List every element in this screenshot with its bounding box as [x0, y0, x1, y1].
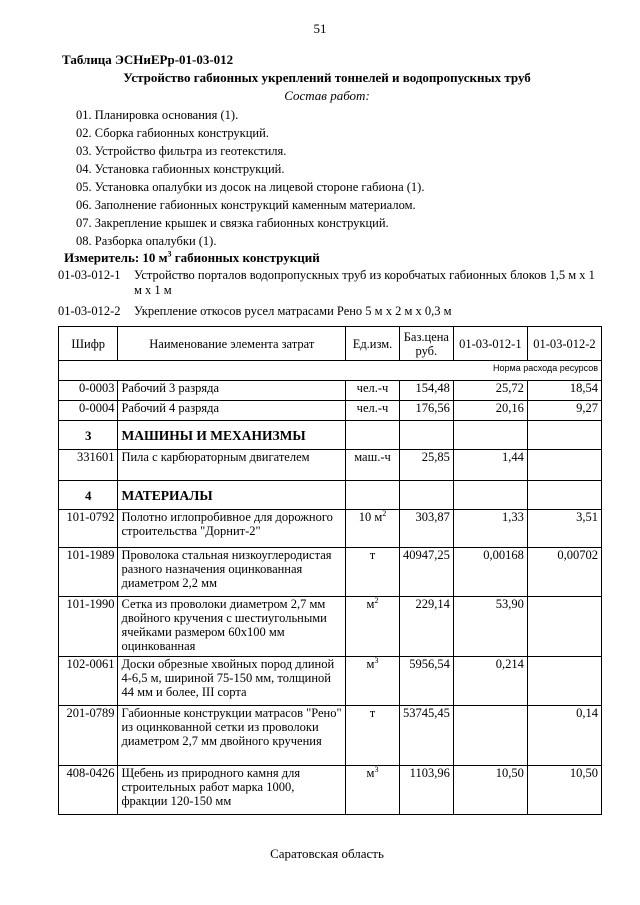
- row-value-1: 10,50: [453, 766, 527, 815]
- code-desc: Укрепление откосов русел матрасами Рено 5 м x 2 м x 0,3 м: [134, 304, 452, 318]
- header-col2: 01-03-012-2: [527, 327, 601, 361]
- table-subtitle: Устройство габионных укреплений тоннелей и водопропускных труб: [123, 70, 531, 85]
- row-code: 331601: [59, 450, 118, 481]
- works-heading: Состав работ:: [284, 88, 370, 103]
- row-value-1: 1,33: [453, 510, 527, 548]
- row-code: 408-0426: [59, 766, 118, 815]
- section-blank-cell: [399, 481, 453, 510]
- section-number: 3: [59, 421, 118, 450]
- row-value-1: [453, 706, 527, 766]
- table-row: [59, 597, 602, 657]
- table-row: [59, 510, 602, 548]
- code-row: [58, 268, 598, 298]
- row-code: 101-1989: [59, 548, 118, 597]
- row-value-1: 25,72: [453, 381, 527, 401]
- row-price: 40947,25: [399, 548, 453, 597]
- section-title: МАТЕРИАЛЫ: [118, 481, 346, 510]
- work-item: 01. Планировка основания (1).: [76, 108, 239, 122]
- section-blank-cell: [527, 421, 601, 450]
- row-price: 154,48: [399, 381, 453, 401]
- code-desc: Устройство порталов водопропускных труб из коробчатых габионных блоков 1,5 м x 1 м x 1 м: [134, 268, 595, 297]
- row-name: Сетка из проволоки диаметром 2,7 мм двойного кручения с шестиугольными ячейками размером 60x100 мм оцинкованная: [118, 597, 346, 657]
- row-value-2: [527, 450, 601, 481]
- unit-superscript: 3: [374, 655, 379, 665]
- work-item: 08. Разборка опалубки (1).: [76, 234, 217, 248]
- row-name: Рабочий 4 разряда: [118, 401, 346, 421]
- measure-unit: [64, 250, 320, 266]
- row-name: Щебень из природного камня для строительных работ марка 1000, фракции 120-150 мм: [118, 766, 346, 815]
- resource-table: [58, 326, 602, 815]
- work-item: 06. Заполнение габионных конструкций каменным материалом.: [76, 198, 416, 212]
- row-value-2: 3,51: [527, 510, 601, 548]
- row-code: 0-0004: [59, 401, 118, 421]
- row-price: 1103,96: [399, 766, 453, 815]
- row-code: 101-1990: [59, 597, 118, 657]
- section-row: [59, 421, 602, 450]
- row-value-1: 1,44: [453, 450, 527, 481]
- code-list: [58, 268, 598, 319]
- measure-sup: 3: [167, 249, 172, 259]
- norm-row: [59, 361, 602, 381]
- work-item: 05. Установка опалубки из досок на лицевой стороне габиона (1).: [76, 180, 425, 194]
- row-unit: $м^2$: [346, 597, 400, 657]
- table-title: Таблица ЭСНиЕРр-01-03-012: [62, 52, 234, 67]
- row-code: 201-0789: [59, 706, 118, 766]
- row-value-1: 0,214: [453, 657, 527, 706]
- works-list: [76, 106, 424, 250]
- row-price: 176,56: [399, 401, 453, 421]
- row-unit: т: [346, 706, 400, 766]
- table-row: [59, 548, 602, 597]
- table-row: [59, 450, 602, 481]
- unit-superscript: 2: [374, 595, 379, 605]
- unit-superscript: 3: [374, 764, 379, 774]
- row-price: 303,87: [399, 510, 453, 548]
- page-number: 51: [313, 21, 327, 36]
- work-item: 07. Закрепление крышек и связка габионных конструкций.: [76, 216, 389, 230]
- header-price: Баз.цена руб.: [399, 327, 453, 361]
- row-value-1: 20,16: [453, 401, 527, 421]
- row-code: 0-0003: [59, 381, 118, 401]
- row-unit: 10 $м^2$: [346, 510, 400, 548]
- table-row: [59, 706, 602, 766]
- row-unit: чел.-ч: [346, 381, 400, 401]
- row-value-2: 0,14: [527, 706, 601, 766]
- row-value-2: 10,50: [527, 766, 601, 815]
- row-name: Пила с карбюраторным двигателем: [118, 450, 346, 481]
- section-number: 4: [59, 481, 118, 510]
- table-row: [59, 766, 602, 815]
- row-price: 25,85: [399, 450, 453, 481]
- section-blank-cell: [453, 421, 527, 450]
- section-blank-cell: [399, 421, 453, 450]
- table-row: [59, 381, 602, 401]
- code-id: 01-03-012-2: [58, 304, 121, 318]
- row-name: Рабочий 3 разряда: [118, 381, 346, 401]
- row-value-2: 18,54: [527, 381, 601, 401]
- header-name: Наименование элемента затрат: [118, 327, 346, 361]
- section-blank-cell: [453, 481, 527, 510]
- row-value-1: 53,90: [453, 597, 527, 657]
- table-row: [59, 401, 602, 421]
- table-row: [59, 657, 602, 706]
- row-code: 102-0061: [59, 657, 118, 706]
- code-row: [58, 304, 598, 319]
- row-unit: $м^3$: [346, 766, 400, 815]
- section-blank-cell: [527, 481, 601, 510]
- row-value-2: [527, 657, 601, 706]
- section-row: [59, 481, 602, 510]
- unit-superscript: 2: [382, 508, 387, 518]
- header-code: Шифр: [59, 327, 118, 361]
- work-item: 02. Сборка габионных конструкций.: [76, 126, 269, 140]
- measure-suffix: габионных конструкций: [171, 250, 320, 265]
- norm-label: Норма расхода ресурсов: [59, 361, 602, 381]
- header-unit: Ед.изм.: [346, 327, 400, 361]
- row-unit: т: [346, 548, 400, 597]
- row-name: Доски обрезные хвойных пород длиной 4-6,5 м, шириной 75-150 мм, толщиной 44 мм и более, III сорта: [118, 657, 346, 706]
- section-blank-cell: [346, 421, 400, 450]
- section-title: МАШИНЫ И МЕХАНИЗМЫ: [118, 421, 346, 450]
- work-item: 04. Установка габионных конструкций.: [76, 162, 285, 176]
- row-price: 53745,45: [399, 706, 453, 766]
- row-value-2: [527, 597, 601, 657]
- row-unit: маш.-ч: [346, 450, 400, 481]
- row-name: Полотно иглопробивное для дорожного строительства "Дорнит-2": [118, 510, 346, 548]
- work-item: 03. Устройство фильтра из геотекстиля.: [76, 144, 287, 158]
- row-value-2: 0,00702: [527, 548, 601, 597]
- row-price: 229,14: [399, 597, 453, 657]
- row-price: 5956,54: [399, 657, 453, 706]
- row-unit: чел.-ч: [346, 401, 400, 421]
- row-unit: $м^3$: [346, 657, 400, 706]
- section-blank-cell: [346, 481, 400, 510]
- row-value-2: 9,27: [527, 401, 601, 421]
- row-value-1: 0,00168: [453, 548, 527, 597]
- footer-region: Саратовская область: [270, 846, 384, 861]
- row-name: Проволока стальная низкоуглеродистая разного назначения оцинкованная диаметром 2,2 мм: [118, 548, 346, 597]
- row-code: 101-0792: [59, 510, 118, 548]
- row-name: Габионные конструкции матрасов "Рено" из оцинкованной сетки из проволоки диаметром 2,7 мм двойного кручения: [118, 706, 346, 766]
- measure-prefix: Измеритель: 10 м: [64, 250, 168, 265]
- header-col1: 01-03-012-1: [453, 327, 527, 361]
- table-header-row: [59, 327, 602, 361]
- code-id: 01-03-012-1: [58, 268, 121, 282]
